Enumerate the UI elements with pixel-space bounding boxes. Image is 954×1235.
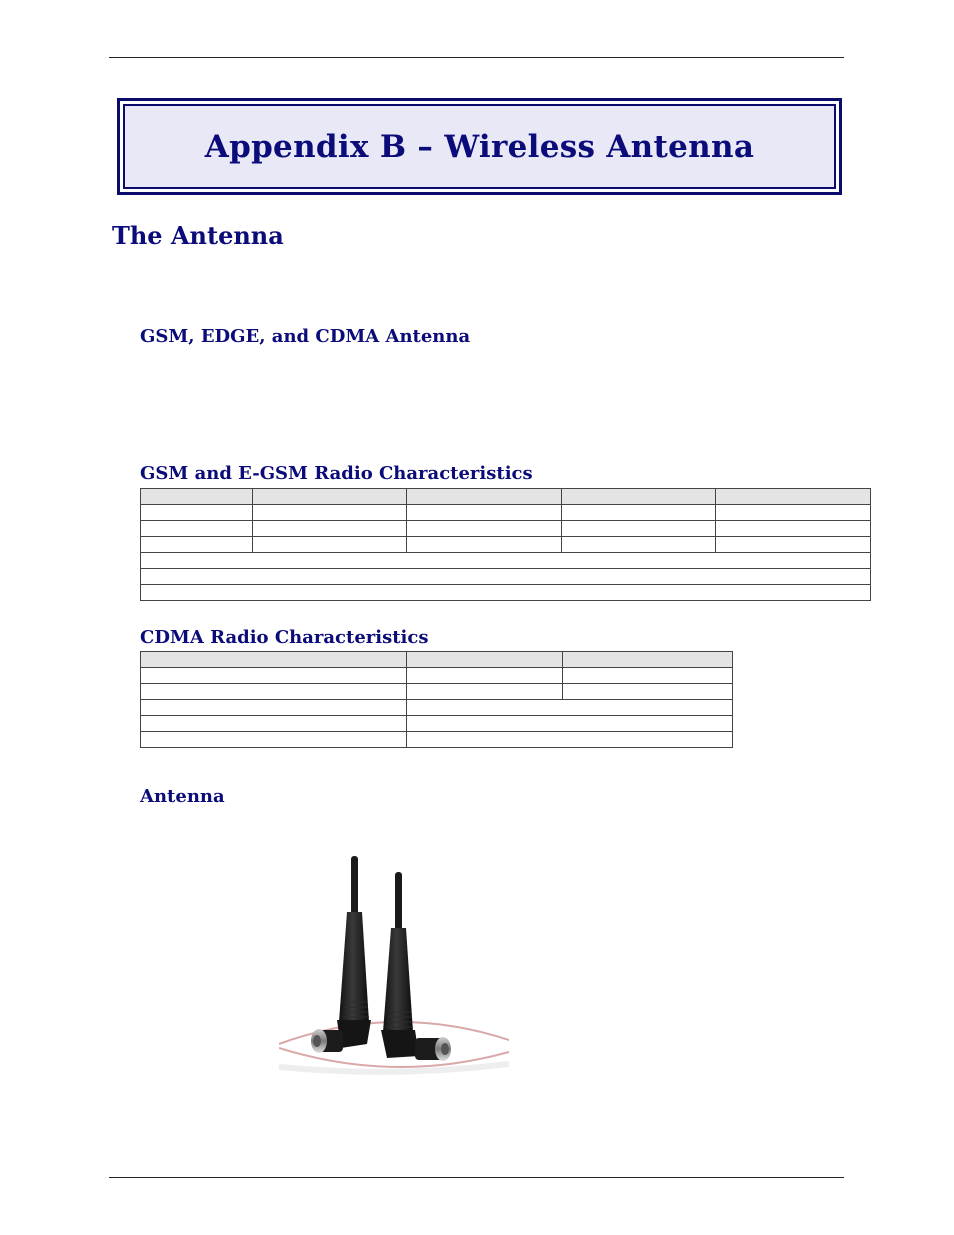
table-header-cell [407, 652, 563, 668]
table-cell [253, 521, 407, 537]
subheading-gsm-radio-characteristics: GSM and E-GSM Radio Characteristics [140, 463, 533, 484]
table-cell [716, 537, 871, 553]
table-cell [253, 537, 407, 553]
table-cell [141, 716, 407, 732]
table-row [141, 553, 871, 569]
table-row [141, 505, 871, 521]
antenna-image [279, 852, 509, 1080]
appendix-title: Appendix B – Wireless Antenna [204, 128, 755, 165]
table-cell-wide [141, 553, 871, 569]
table-cell [563, 668, 733, 684]
table-cell [407, 521, 562, 537]
section-heading-the-antenna: The Antenna [112, 221, 284, 250]
table-cell [407, 537, 562, 553]
table-row [141, 521, 871, 537]
appendix-title-box [117, 98, 842, 195]
table-cell [141, 700, 407, 716]
table-row [141, 700, 733, 716]
table-row [141, 732, 733, 748]
table-row [141, 569, 871, 585]
table-cell-wide [407, 716, 733, 732]
subheading-cdma-radio-characteristics: CDMA Radio Characteristics [140, 627, 429, 648]
table-row [141, 668, 733, 684]
gsm-radio-table [140, 488, 871, 601]
table-header-row [141, 652, 733, 668]
table-header-cell [562, 489, 716, 505]
table-cell [562, 537, 716, 553]
table-row [141, 716, 733, 732]
table-row [141, 684, 733, 700]
appendix-title-inner [123, 104, 836, 189]
table-cell [562, 521, 716, 537]
table-cell [407, 505, 562, 521]
table-cell [563, 684, 733, 700]
table-cell [716, 505, 871, 521]
table-row [141, 585, 871, 601]
table-cell [141, 732, 407, 748]
table-cell [141, 684, 407, 700]
table-header-cell [253, 489, 407, 505]
table-cell-wide [141, 585, 871, 601]
subheading-gsm-edge-cdma-antenna: GSM, EDGE, and CDMA Antenna [140, 326, 471, 347]
header-rule [109, 57, 844, 58]
table-cell [141, 505, 253, 521]
table-cell [716, 521, 871, 537]
table-header-cell [141, 489, 253, 505]
subheading-antenna: Antenna [140, 786, 225, 807]
table-cell [253, 505, 407, 521]
table-cell-wide [407, 732, 733, 748]
table-cell [141, 537, 253, 553]
table-cell [407, 668, 563, 684]
footer-rule [109, 1177, 844, 1178]
table-cell-wide [141, 569, 871, 585]
table-cell [562, 505, 716, 521]
table-row [141, 537, 871, 553]
table-header-cell [407, 489, 562, 505]
table-header-row [141, 489, 871, 505]
cdma-radio-table [140, 651, 733, 748]
table-cell [141, 668, 407, 684]
table-header-cell [563, 652, 733, 668]
table-header-cell [716, 489, 871, 505]
table-cell [407, 684, 563, 700]
table-cell [141, 521, 253, 537]
table-cell-wide [407, 700, 733, 716]
table-header-cell [141, 652, 407, 668]
